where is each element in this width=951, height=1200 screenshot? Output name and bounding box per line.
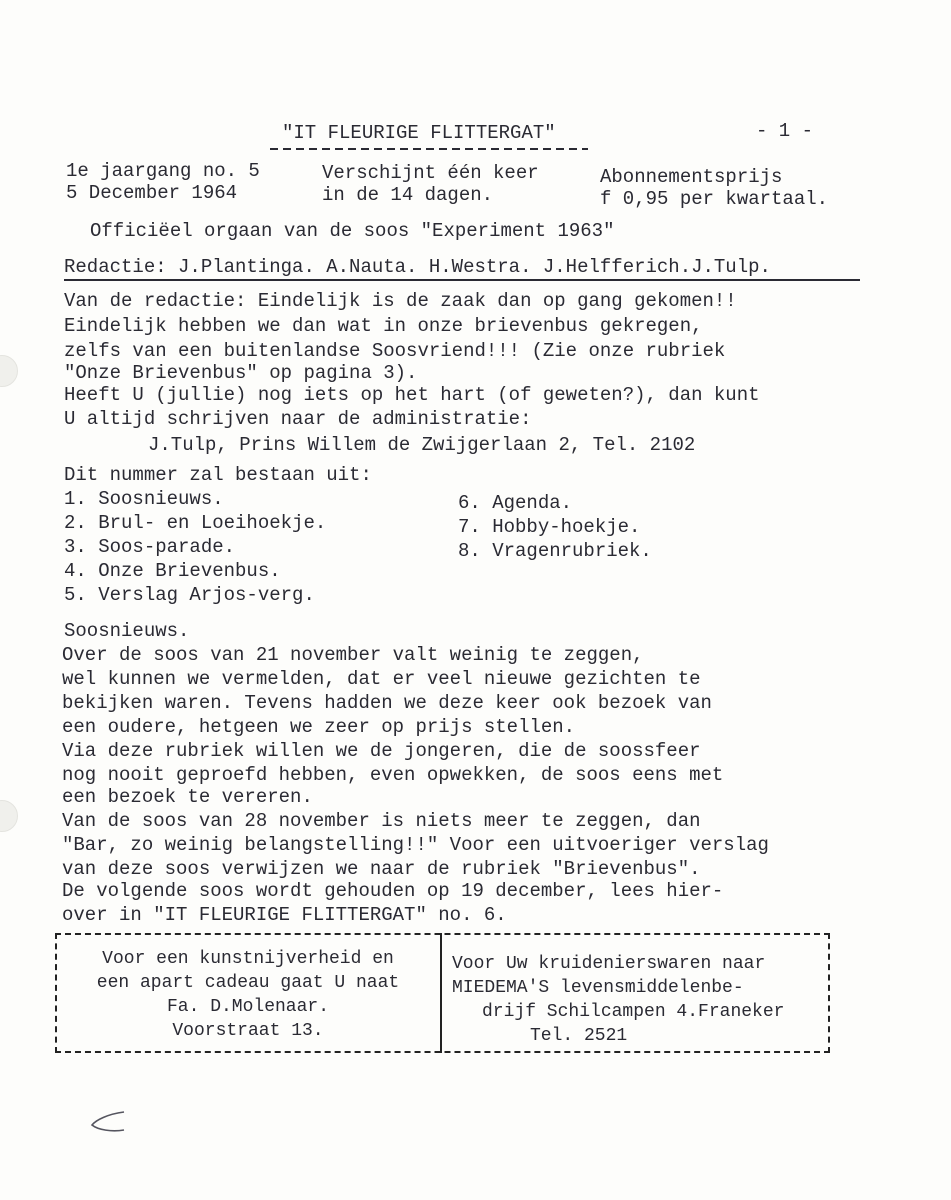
ad-right-line: MIEDEMA'S levensmiddelenbe- bbox=[452, 978, 744, 998]
contents-item: 4. Onze Brievenbus. bbox=[64, 560, 281, 582]
contents-item: 2. Brul- en Loeihoekje. bbox=[64, 512, 327, 534]
soosnieuws-line: van deze soos verwijzen we naar de rubriek "Brievenbus". bbox=[62, 858, 701, 880]
title-underline bbox=[270, 146, 590, 152]
ad-left-line: een apart cadeau gaat U naat bbox=[96, 973, 400, 993]
ad-left-line: Fa. D.Molenaar. bbox=[166, 997, 330, 1017]
page-number: - 1 - bbox=[756, 120, 814, 142]
contents-item: 7. Hobby-hoekje. bbox=[458, 516, 641, 538]
editorial-line: "Onze Brievenbus" op pagina 3). bbox=[64, 362, 418, 384]
price-line-1: Abonnementsprijs bbox=[600, 166, 783, 188]
soosnieuws-line: Van de soos van 28 november is niets meer te zeggen, dan bbox=[62, 810, 701, 832]
editorial-line: Eindelijk hebben we dan wat in onze brievenbus gekregen, bbox=[64, 315, 703, 337]
ad-left-line: Voor een kunstnijverheid en bbox=[102, 949, 394, 969]
contents-item: 8. Vragenrubriek. bbox=[458, 540, 652, 562]
soosnieuws-line: "Bar, zo weinig belangstelling!!" Voor een uitvoeriger verslag bbox=[62, 834, 769, 856]
ad-right-line: Voor Uw kruidenierswaren naar bbox=[452, 954, 766, 974]
administration-address: J.Tulp, Prins Willem de Zwijgerlaan 2, Tel. 2102 bbox=[148, 434, 696, 456]
editorial-line: Heeft U (jullie) nog iets op het hart (of geweten?), dan kunt bbox=[64, 384, 760, 406]
contents-intro: Dit nummer zal bestaan uit: bbox=[64, 464, 372, 486]
soosnieuws-line: een oudere, hetgeen we zeer op prijs stellen. bbox=[62, 716, 576, 738]
editorial-line: U altijd schrijven naar de administratie: bbox=[64, 408, 532, 430]
soosnieuws-line: bekijken waren. Tevens hadden we deze keer ook bezoek van bbox=[62, 692, 712, 714]
soosnieuws-line: nog nooit geproefd hebben, even opwekken, de soos eens met bbox=[62, 764, 724, 786]
soosnieuws-line: een bezoek te vereren. bbox=[62, 786, 313, 808]
editorial-line: zelfs van een buitenlandse Soosvriend!!! (Zie onze rubriek bbox=[64, 340, 726, 362]
issue-line-2: 5 December 1964 bbox=[66, 182, 238, 204]
contents-item: 6. Agenda. bbox=[458, 492, 573, 514]
ad-right-line: drijf Schilcampen 4.Franeker bbox=[482, 1002, 785, 1022]
punch-hole bbox=[0, 800, 18, 832]
soosnieuws-line: wel kunnen we vermelden, dat er veel nieuwe gezichten te bbox=[62, 668, 701, 690]
editorial-line: Van de redactie: Eindelijk is de zaak dan op gang gekomen!! bbox=[64, 290, 737, 312]
pencil-mark-icon bbox=[88, 1108, 138, 1138]
editors-underline bbox=[64, 279, 860, 281]
price-line-2: f 0,95 per kwartaal. bbox=[600, 188, 829, 210]
soosnieuws-line: over in "IT FLEURIGE FLITTERGAT" no. 6. bbox=[62, 904, 507, 926]
contents-item: 1. Soosnieuws. bbox=[64, 488, 224, 510]
newsletter-title: "IT FLEURIGE FLITTERGAT" bbox=[282, 122, 556, 144]
editors-line: Redactie: J.Plantinga. A.Nauta. H.Westra. J.Helfferich.J.Tulp. bbox=[64, 256, 771, 278]
issue-line-1: 1e jaargang no. 5 bbox=[66, 160, 260, 182]
frequency-line-1: Verschijnt één keer bbox=[322, 162, 539, 184]
soosnieuws-line: De volgende soos wordt gehouden op 19 december, lees hier- bbox=[62, 880, 724, 902]
frequency-line-2: in de 14 dagen. bbox=[322, 184, 494, 206]
ad-left-line: Voorstraat 13. bbox=[172, 1021, 324, 1041]
soosnieuws-line: Over de soos van 21 november valt weinig te zeggen, bbox=[62, 644, 644, 666]
contents-item: 3. Soos-parade. bbox=[64, 536, 236, 558]
ad-right-line: Tel. 2521 bbox=[530, 1026, 628, 1046]
advertisement-divider bbox=[440, 933, 442, 1053]
official-organ: Officiëel orgaan van de soos "Experiment 1963" bbox=[90, 220, 615, 242]
punch-hole bbox=[0, 355, 18, 387]
soosnieuws-heading: Soosnieuws. bbox=[64, 620, 190, 642]
contents-item: 5. Verslag Arjos-verg. bbox=[64, 584, 315, 606]
soosnieuws-line: Via deze rubriek willen we de jongeren, die de soossfeer bbox=[62, 740, 701, 762]
